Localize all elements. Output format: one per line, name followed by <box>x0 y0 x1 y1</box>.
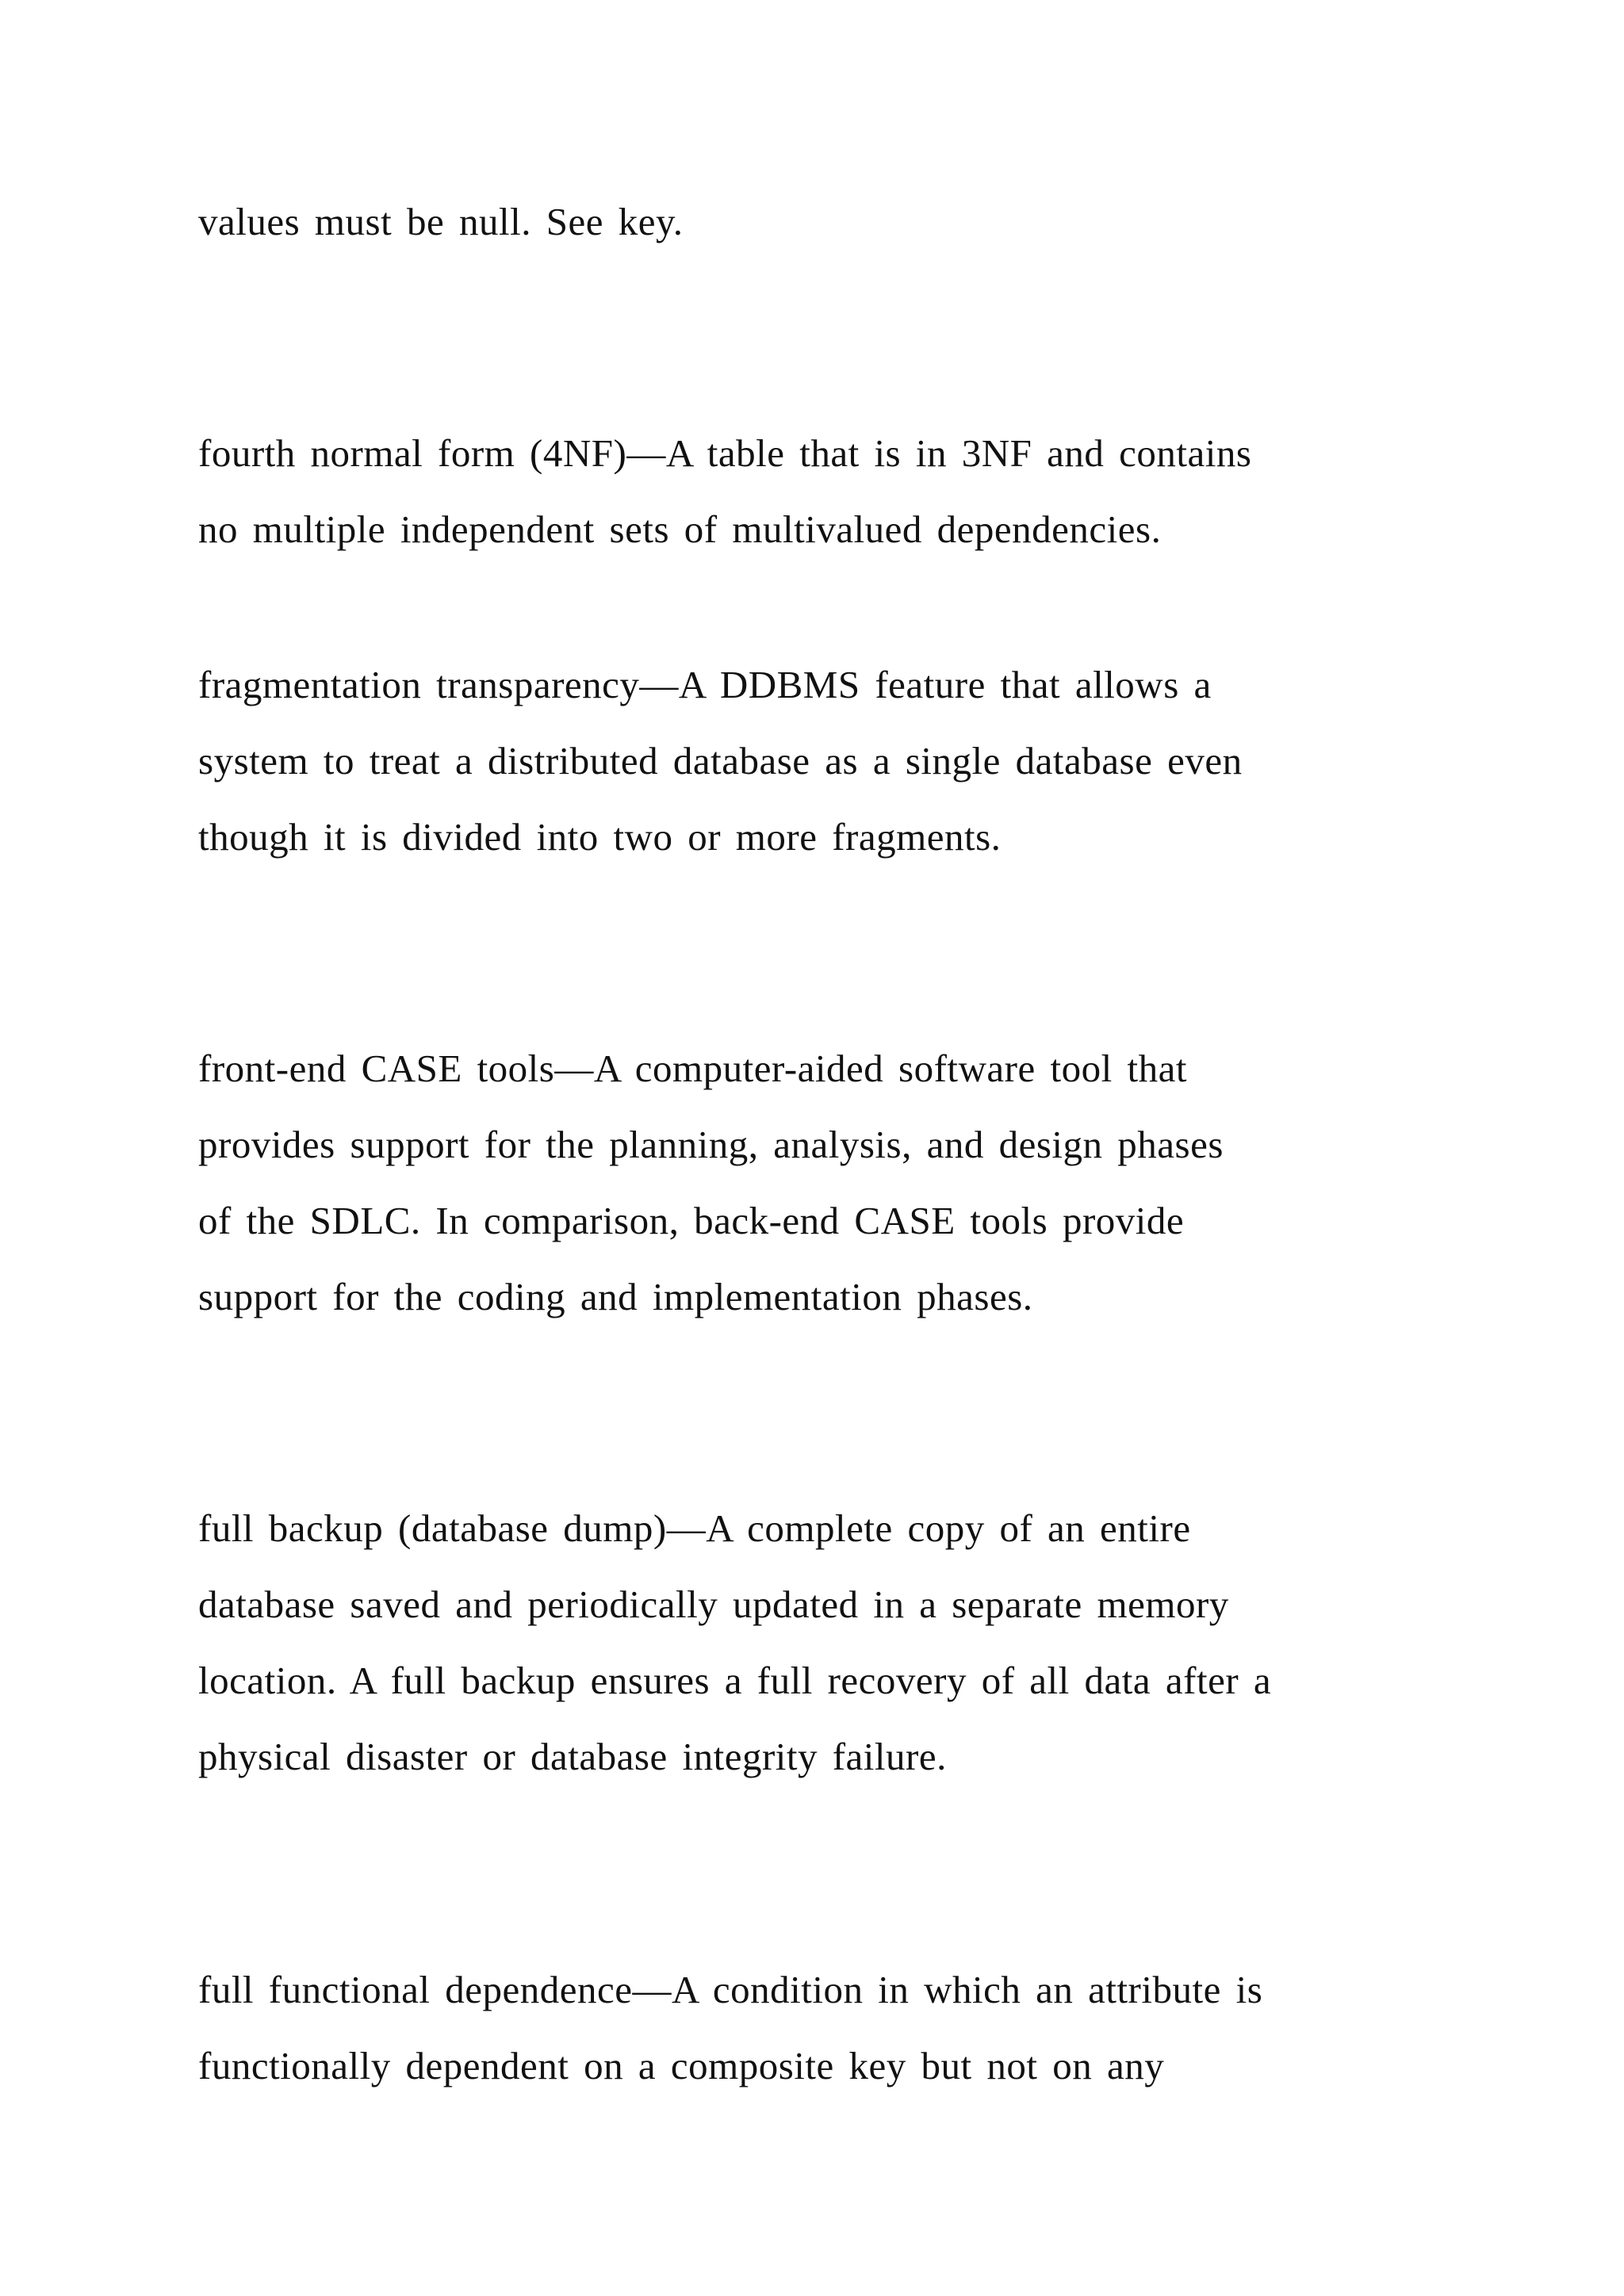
text-line: values must be null. See key. <box>198 200 684 243</box>
text-line: database saved and periodically updated in a separate memory <box>198 1582 1229 1626</box>
text-line: full functional dependence—A condition in which an attribute is <box>198 1968 1263 2011</box>
text-line: of the SDLC. In comparison, back-end CASE tools provide <box>198 1199 1185 1242</box>
text-line: front-end CASE tools—A computer-aided software tool that <box>198 1047 1187 1090</box>
text-line: functionally dependent on a composite key but not on any <box>198 2044 1165 2087</box>
text-line: no multiple independent sets of multivalued dependencies. <box>198 507 1162 551</box>
text-line: full backup (database dump)—A complete copy of an entire <box>198 1506 1191 1550</box>
text-line: fourth normal form (4NF)—A table that is in 3NF and contains <box>198 431 1252 475</box>
text-line: fragmentation transparency—A DDBMS feature that allows a <box>198 663 1212 706</box>
text-line: location. A full backup ensures a full recovery of all data after a <box>198 1659 1272 1702</box>
text-line: though it is divided into two or more fragments. <box>198 815 1002 859</box>
text-line: provides support for the planning, analysis, and design phases <box>198 1123 1224 1166</box>
text-line: support for the coding and implementation phases. <box>198 1275 1033 1318</box>
text-line: physical disaster or database integrity failure. <box>198 1735 947 1778</box>
text-line: system to treat a distributed database as a single database even <box>198 739 1243 783</box>
